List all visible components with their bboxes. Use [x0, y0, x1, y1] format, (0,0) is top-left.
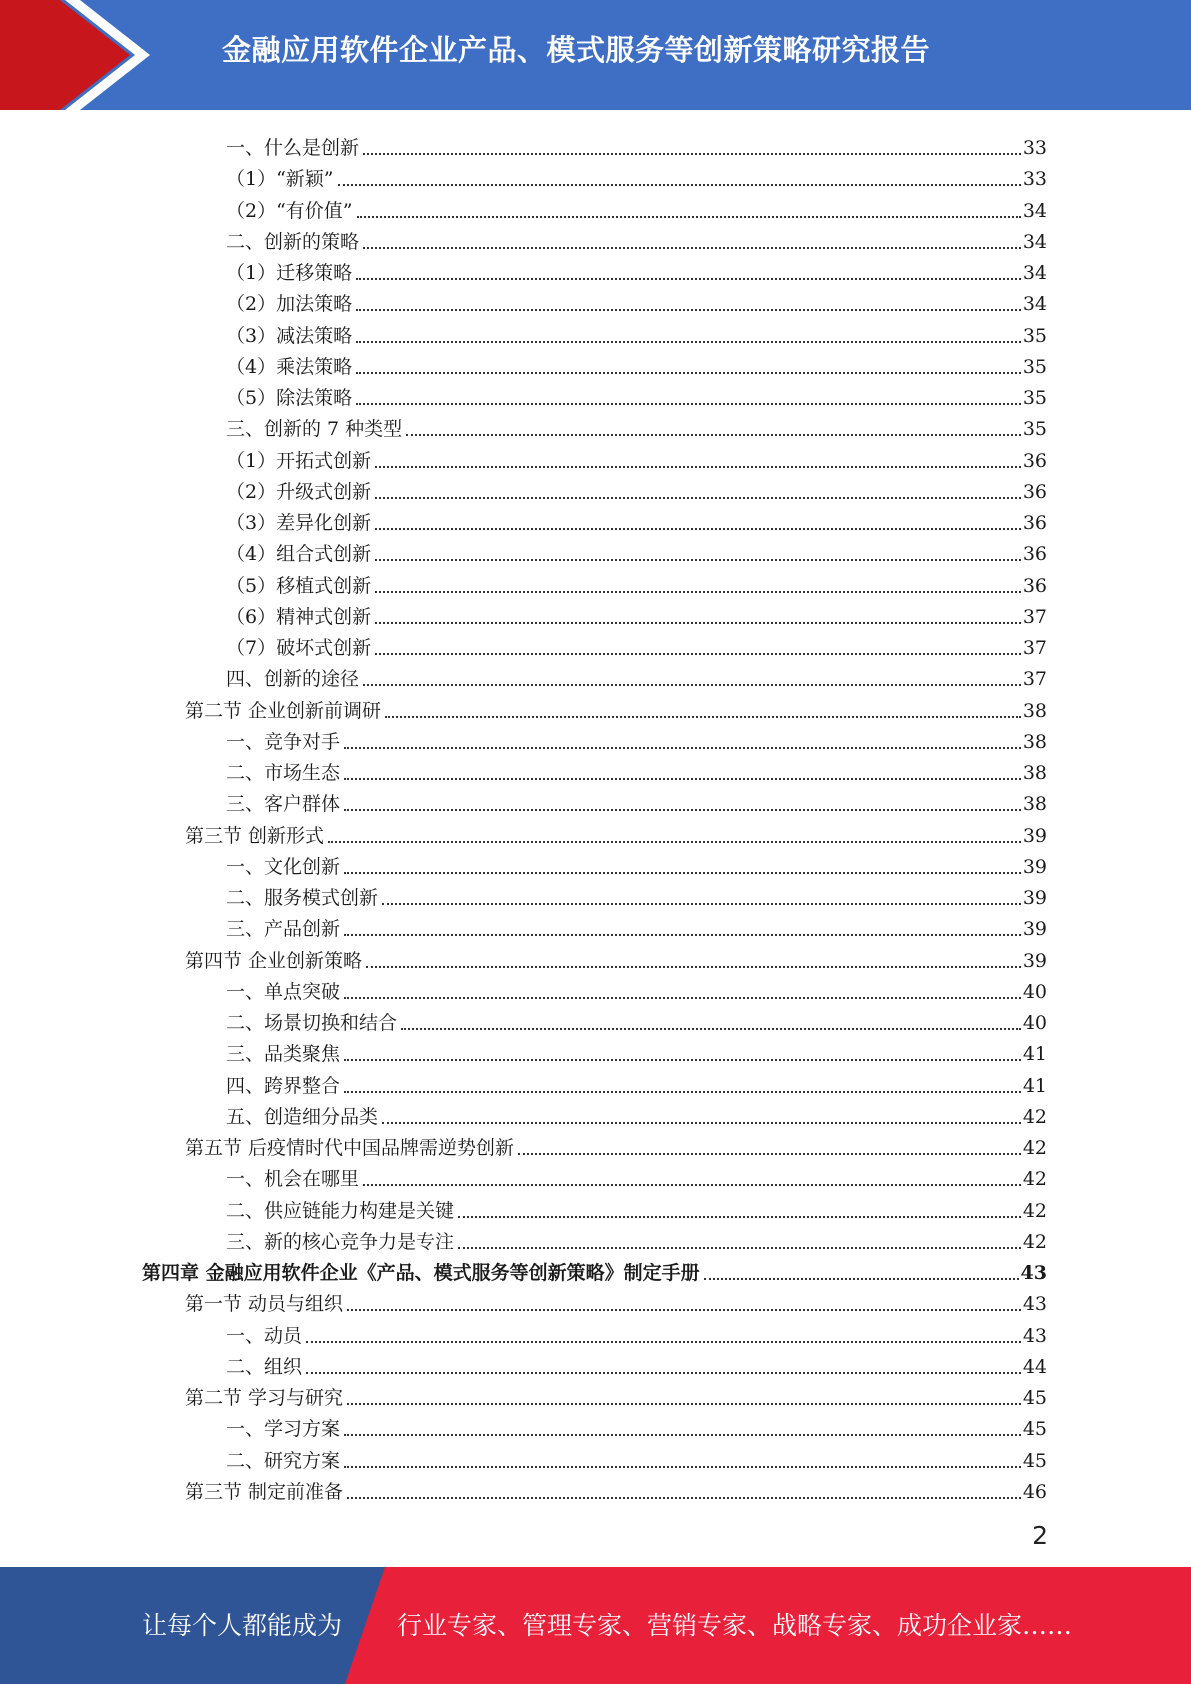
- toc-entry[interactable]: [226, 909, 1047, 940]
- toc-entry-page: 42: [1022, 1137, 1047, 1159]
- toc-entry-label: 第三节 创新形式: [185, 824, 325, 847]
- footer-slogan-left: 让每个人都能成为: [142, 1611, 343, 1640]
- toc-entry[interactable]: [226, 1316, 1047, 1347]
- toc-entry-page: 42: [1022, 1230, 1047, 1253]
- toc-dot-leader: [344, 807, 1021, 811]
- toc-entry-page: 43: [1020, 1262, 1047, 1284]
- toc-entry-label: （6）精神式创新: [226, 605, 372, 628]
- toc-entry[interactable]: [185, 1378, 1047, 1409]
- toc-entry-label: （2）升级式创新: [226, 480, 372, 503]
- page-number: 2: [1032, 1521, 1048, 1550]
- toc-entry[interactable]: [226, 1097, 1047, 1128]
- toc-dot-leader: [344, 745, 1021, 749]
- toc-entry-label: 二、供应链能力构建是关键: [226, 1199, 455, 1222]
- toc-entry-page: 35: [1022, 418, 1047, 441]
- toc-dot-leader: [356, 339, 1021, 343]
- toc-entry-page: 41: [1022, 1074, 1047, 1097]
- toc-entry-label: （4）组合式创新: [226, 543, 372, 566]
- toc-entry-label: （5）除法策略: [226, 387, 353, 409]
- toc-dot-leader: [382, 901, 1021, 905]
- toc-entry-page: 33: [1022, 168, 1047, 191]
- toc-entry-page: 44: [1022, 1355, 1047, 1378]
- toc-entry[interactable]: [226, 878, 1047, 909]
- toc-entry[interactable]: [226, 159, 1047, 190]
- toc-entry-page: 39: [1022, 918, 1047, 941]
- toc-entry-page: 33: [1022, 137, 1047, 159]
- toc-entry-label: 二、组织: [226, 1355, 303, 1378]
- toc-entry-page: 36: [1022, 512, 1047, 534]
- toc-entry-page: 36: [1022, 449, 1047, 472]
- toc-dot-leader: [458, 1245, 1021, 1249]
- toc-entry[interactable]: [185, 941, 1047, 972]
- toc-entry[interactable]: [226, 472, 1047, 503]
- toc-entry-page: 43: [1022, 1324, 1047, 1347]
- toc-dot-leader: [375, 495, 1021, 499]
- toc-dot-leader: [363, 1182, 1021, 1186]
- toc-dot-leader: [347, 1401, 1021, 1405]
- toc-entry-page: 45: [1022, 1418, 1047, 1441]
- toc-entry-label: 一、学习方案: [226, 1418, 341, 1441]
- toc-entry-label: 一、单点突破: [226, 980, 341, 1003]
- toc-entry-label: 四、创新的途径: [226, 668, 360, 691]
- toc-dot-leader: [375, 557, 1021, 561]
- toc-entry-page: 43: [1022, 1293, 1047, 1316]
- toc-entry-label: 一、动员: [226, 1324, 303, 1347]
- toc-entry-label: 一、什么是创新: [226, 137, 360, 159]
- toc-entry-label: （1）“新颖”: [226, 168, 334, 191]
- toc-dot-leader: [344, 932, 1021, 936]
- toc-entry-page: 40: [1022, 980, 1047, 1003]
- toc-entry-page: 34: [1022, 199, 1047, 222]
- toc-entry[interactable]: [226, 753, 1047, 784]
- toc-dot-leader: [356, 276, 1021, 280]
- toc-entry-page: 39: [1022, 824, 1047, 847]
- toc-entry[interactable]: [226, 191, 1047, 222]
- toc-dot-leader: [363, 245, 1021, 249]
- toc-entry-page: 35: [1022, 387, 1047, 409]
- toc-entry[interactable]: [226, 378, 1047, 409]
- toc-entry-page: 40: [1022, 1012, 1047, 1034]
- toc-dot-leader: [344, 1464, 1021, 1468]
- toc-entry[interactable]: [226, 347, 1047, 378]
- toc-entry-page: 35: [1022, 355, 1047, 378]
- toc-dot-leader: [366, 964, 1021, 968]
- toc-entry-label: 二、研究方案: [226, 1449, 341, 1472]
- toc-entry[interactable]: [226, 566, 1047, 597]
- toc-entry[interactable]: [226, 972, 1047, 1003]
- toc-entry[interactable]: [226, 628, 1047, 659]
- toc-entry[interactable]: [226, 1409, 1047, 1440]
- toc-entry[interactable]: [226, 784, 1047, 815]
- toc-dot-leader: [356, 401, 1021, 405]
- toc-entry[interactable]: [226, 503, 1047, 534]
- toc-dot-leader: [458, 1214, 1021, 1218]
- toc-dot-leader: [338, 182, 1021, 186]
- toc-entry-page: 42: [1022, 1168, 1047, 1191]
- footer-banner: [0, 1567, 1191, 1684]
- toc-entry[interactable]: [226, 222, 1047, 253]
- toc-entry-page: 34: [1022, 293, 1047, 316]
- toc-entry[interactable]: [226, 253, 1047, 284]
- toc-dot-leader: [363, 151, 1021, 155]
- toc-entry-label: 三、品类聚焦: [226, 1043, 341, 1066]
- toc-entry-label: 一、竞争对手: [226, 730, 341, 753]
- toc-dot-leader: [306, 1370, 1021, 1374]
- toc-entry-label: 一、文化创新: [226, 855, 341, 878]
- toc-entry[interactable]: [185, 1472, 1047, 1503]
- toc-entry[interactable]: [226, 1066, 1047, 1097]
- toc-entry-label: （1）开拓式创新: [226, 449, 372, 472]
- toc-entry-page: 38: [1022, 699, 1047, 722]
- toc-entry-label: 第五节 后疫情时代中国品牌需逆势创新: [185, 1137, 515, 1159]
- toc-entry-label: 二、市场生态: [226, 762, 341, 784]
- toc-dot-leader: [356, 370, 1021, 374]
- toc-entry-page: 45: [1022, 1387, 1047, 1409]
- toc-dot-leader: [704, 1276, 1019, 1280]
- toc-entry[interactable]: [226, 597, 1047, 628]
- toc-entry-page: 37: [1022, 637, 1047, 659]
- toc-entry-label: 第一节 动员与组织: [185, 1293, 344, 1316]
- toc-dot-leader: [347, 1495, 1021, 1499]
- toc-entry-label: 一、机会在哪里: [226, 1168, 360, 1191]
- toc-dot-leader: [328, 839, 1021, 843]
- toc-entry-label: 二、服务模式创新: [226, 887, 379, 909]
- toc-entry-page: 36: [1022, 543, 1047, 566]
- toc-entry-page: 45: [1022, 1449, 1047, 1472]
- toc-entry-label: （2）“有价值”: [226, 199, 353, 222]
- toc-entry-label: 五、创造细分品类: [226, 1105, 379, 1128]
- toc-entry[interactable]: [185, 1128, 1047, 1159]
- toc-entry[interactable]: [226, 659, 1047, 690]
- toc-entry-label: 三、产品创新: [226, 918, 341, 941]
- toc-entry-label: 二、场景切换和结合: [226, 1012, 398, 1034]
- toc-entry[interactable]: [226, 847, 1047, 878]
- toc-entry-page: 39: [1022, 855, 1047, 878]
- toc-dot-leader: [306, 1339, 1021, 1343]
- toc-entry-label: 三、新的核心竞争力是专注: [226, 1230, 455, 1253]
- toc-entry-label: 三、创新的 7 种类型: [226, 418, 403, 441]
- toc-entry[interactable]: [185, 816, 1047, 847]
- toc-dot-leader: [375, 526, 1021, 530]
- header-banner: [0, 0, 1191, 110]
- toc-entry-page: 46: [1022, 1480, 1047, 1503]
- toc-entry-page: 42: [1022, 1105, 1047, 1128]
- toc-entry[interactable]: [226, 722, 1047, 753]
- toc-dot-leader: [344, 1432, 1021, 1436]
- toc-dot-leader: [347, 1307, 1021, 1311]
- toc-entry[interactable]: [226, 1191, 1047, 1222]
- toc-entry-label: 第二节 学习与研究: [185, 1387, 344, 1409]
- toc-entry[interactable]: [185, 1284, 1047, 1315]
- toc-dot-leader: [363, 682, 1021, 686]
- toc-entry-label: 第二节 企业创新前调研: [185, 699, 382, 722]
- toc-entry[interactable]: [226, 1347, 1047, 1378]
- toc-entry[interactable]: [142, 1253, 1047, 1284]
- toc-entry-page: 37: [1022, 668, 1047, 691]
- toc-dot-leader: [375, 589, 1021, 593]
- toc-dot-leader: [375, 620, 1021, 624]
- toc-entry-page: 36: [1022, 480, 1047, 503]
- toc-entry-label: 第四章 金融应用软件企业《产品、模式服务等创新策略》制定手册: [142, 1262, 700, 1284]
- toc-entry-label: （3）减法策略: [226, 324, 353, 347]
- toc-dot-leader: [385, 714, 1021, 718]
- toc-entry[interactable]: [226, 284, 1047, 315]
- toc-entry-page: 41: [1022, 1043, 1047, 1066]
- toc-entry[interactable]: [226, 1034, 1047, 1065]
- toc-dot-leader: [375, 464, 1021, 468]
- toc-entry-label: （1）迁移策略: [226, 262, 353, 284]
- toc-dot-leader: [375, 651, 1021, 655]
- toc-dot-leader: [344, 1057, 1021, 1061]
- toc-dot-leader: [344, 776, 1021, 780]
- toc-entry[interactable]: [226, 1159, 1047, 1190]
- toc-entry-label: （4）乘法策略: [226, 355, 353, 378]
- toc-entry-page: 34: [1022, 262, 1047, 284]
- toc-entry-label: 二、创新的策略: [226, 230, 360, 253]
- toc-dot-leader: [356, 307, 1021, 311]
- toc-entry-page: 38: [1022, 793, 1047, 816]
- toc-dot-leader: [382, 1120, 1021, 1124]
- toc-entry[interactable]: [226, 441, 1047, 472]
- toc-dot-leader: [344, 870, 1021, 874]
- toc-dot-leader: [518, 1151, 1021, 1155]
- toc-entry-page: 42: [1022, 1199, 1047, 1222]
- toc-entry[interactable]: [226, 316, 1047, 347]
- toc-entry-page: 38: [1022, 762, 1047, 784]
- toc-dot-leader: [401, 1026, 1021, 1030]
- footer-slogan-right: 行业专家、管理专家、营销专家、战略专家、成功企业家……: [397, 1611, 1073, 1640]
- toc-entry[interactable]: [226, 1222, 1047, 1253]
- toc-entry-label: 四、跨界整合: [226, 1074, 341, 1097]
- toc-entry-label: （2）加法策略: [226, 293, 353, 316]
- toc-dot-leader: [344, 1089, 1021, 1093]
- toc-entry-page: 38: [1022, 730, 1047, 753]
- toc-entry[interactable]: [226, 534, 1047, 565]
- toc-entry-page: 36: [1022, 574, 1047, 597]
- toc-entry-label: 第三节 制定前准备: [185, 1480, 344, 1503]
- toc-entry[interactable]: [226, 1003, 1047, 1034]
- toc-entry[interactable]: [226, 1441, 1047, 1472]
- toc-entry-label: （7）破坏式创新: [226, 637, 372, 659]
- toc-entry[interactable]: [226, 128, 1047, 159]
- header-title: 金融应用软件企业产品、模式服务等创新策略研究报告: [222, 33, 931, 67]
- toc-entry-label: 第四节 企业创新策略: [185, 949, 363, 972]
- toc-dot-leader: [357, 214, 1021, 218]
- toc-entry-page: 39: [1022, 887, 1047, 909]
- toc-entry-page: 37: [1022, 605, 1047, 628]
- toc-dot-leader: [344, 995, 1021, 999]
- toc-entry-label: 三、客户群体: [226, 793, 341, 816]
- toc-entry[interactable]: [226, 409, 1047, 440]
- toc-entry-page: 39: [1022, 949, 1047, 972]
- toc-entry-label: （3）差异化创新: [226, 512, 372, 534]
- toc-entry[interactable]: [185, 691, 1047, 722]
- toc-entry-page: 34: [1022, 230, 1047, 253]
- toc-entry-label: （5）移植式创新: [226, 574, 372, 597]
- toc-entry-page: 35: [1022, 324, 1047, 347]
- toc-dot-leader: [406, 432, 1021, 436]
